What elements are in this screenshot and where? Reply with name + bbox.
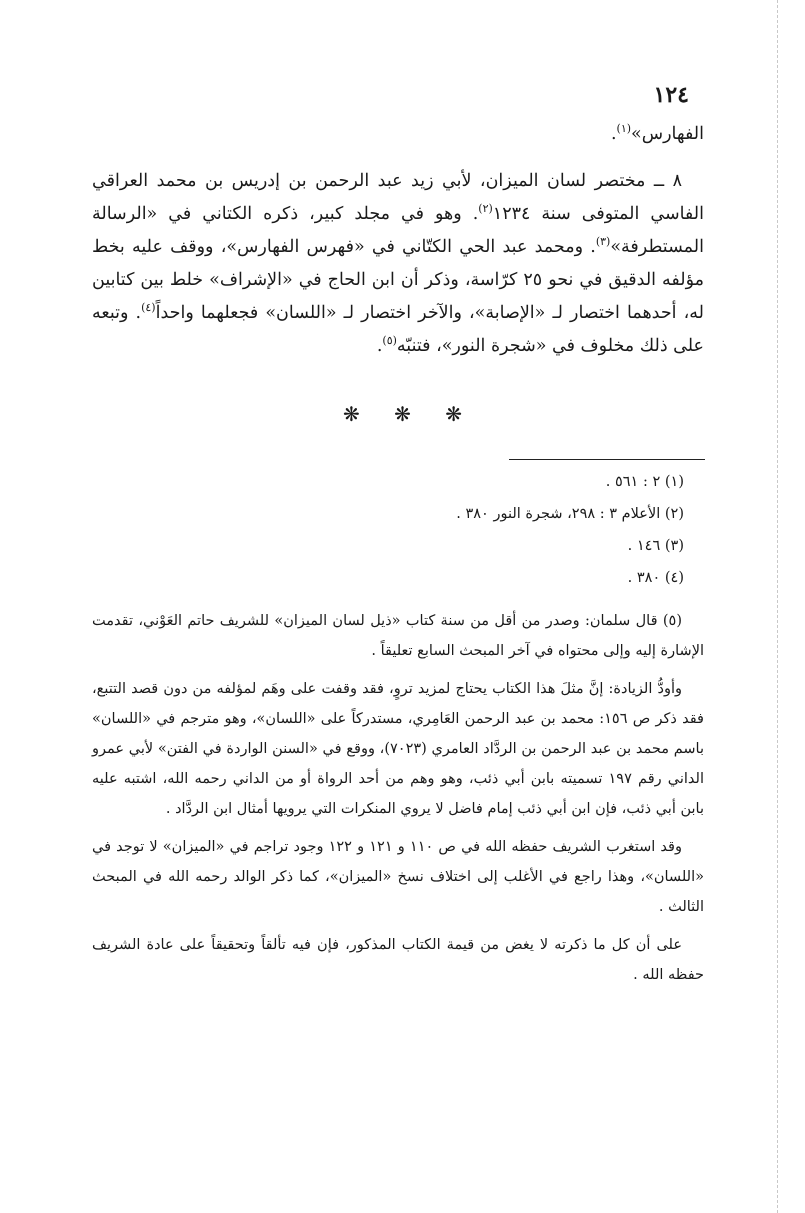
continuation-paragraph	[92, 118, 704, 151]
footnote-5-paragraph-2: وأودُّ الزيادة: إنَّ مثلَ هذا الكتاب يحتاج لمزيد تروٍ، فقد وقفت على وهَم لمؤلفه من دون قصد التتبع، فقد ذكر ص ١٥٦: محمد بن عبد الرحمن العَامِري، مستدركاً على «اللسان»، وهو مترجم في «اللسان» باسم محمد بن عبد الرحمن بن الردَّاد العامري (٧٠٢٣)، ووقع في «السنن الواردة في الفتن» لأبي عمرو الداني رقم ١٩٧ تسميته بابن أبي ذئب، وهو وهم من أحد الرواة أو من الداني رحمه الله، اشتبه عليه بابن أبي ذئب، فإن ابن أبي ذئب إمام فاضل لا يروي المنكرات التي يرويها أمثال ابن الردَّاد .	[92, 681, 704, 817]
footnote-5-paragraph-3: وقد استغرب الشريف حفظه الله في ص ١١٠ و ١٢١ و ١٢٢ وجود تراجم في «الميزان» لا توجد في «اللسان»، وهذا راجع في الأغلب إلى اختلاف نسخ «الميزان»، كما ذكر الوالد رحمه الله في المبحث الثالث .	[92, 839, 704, 915]
entry-text-1: ٨ ــ مختصر لسان الميزان، لأبي زيد عبد الرحمن بن إدريس بن محمد العراقي الفاسي المتوفى سنة ١٢٣٤	[92, 171, 704, 224]
entry-text-3: . ومحمد عبد الحي الكتّاني في «فهرس الفهارس»، ووقف عليه بخط مؤلفه الدقيق في نحو ٢٥ كرّاسة، وذكر أن ابن الحاج في «الإشراف» خلط بين كتابين له، أحدهما اختصار لـ «الإصابة»، والآخر اختصار لـ «اللسان» فجعلهما واحداً	[92, 237, 704, 323]
page-number: ١٢٤	[653, 82, 689, 108]
continuation-text: الفهارس»	[631, 124, 704, 144]
footnote-2: (٢) الأعلام ٣ : ٢٩٨، شجرة النور ٣٨٠ .	[456, 506, 684, 522]
footnote-5-paragraph-1: (٥) قال سلمان: وصدر من أقل من سنة كتاب «ذيل لسان الميزان» للشريف حاتم العَوْني، تقدمت الإشارة إليه وإلى محتواه في آخر المبحث السابع تعليقاً .	[92, 613, 704, 659]
footnote-ref-1: (١)	[616, 122, 632, 136]
footnote-ref-4: (٤)	[141, 301, 156, 315]
footnote-1: (١) ٢ : ٥٦١ .	[605, 474, 684, 490]
footnote-rule	[509, 459, 705, 460]
continuation-end: .	[610, 124, 617, 144]
section-separator: ❋ ❋ ❋	[343, 402, 476, 426]
footnote-5-paragraph-4: على أن كل ما ذكرته لا يغض من قيمة الكتاب المذكور، فإن فيه تألقاً وتحقيقاً على عادة الشريف حفظه الله .	[92, 937, 704, 983]
page-edge-line	[777, 0, 778, 1213]
footnote-ref-5: (٥)	[382, 334, 397, 348]
footnote-3: (٣) ١٤٦ .	[627, 538, 684, 554]
entry-end: .	[376, 336, 383, 356]
entry-text-2: . وهو في مجلد كبير، ذكره الكتاني في «الرسالة المستطرفة»	[92, 204, 704, 257]
entry-paragraph	[92, 165, 704, 363]
main-text	[92, 118, 704, 363]
footnote-4: (٤) ٣٨٠ .	[627, 570, 684, 586]
footnote-ref-2: (٢)	[478, 202, 493, 216]
footnotes	[92, 466, 704, 990]
footnote-ref-3: (٣)	[595, 235, 611, 249]
entry-text-4: . وتبعه على ذلك مخلوف في «شجرة النور»، فتنبّه	[92, 303, 704, 356]
